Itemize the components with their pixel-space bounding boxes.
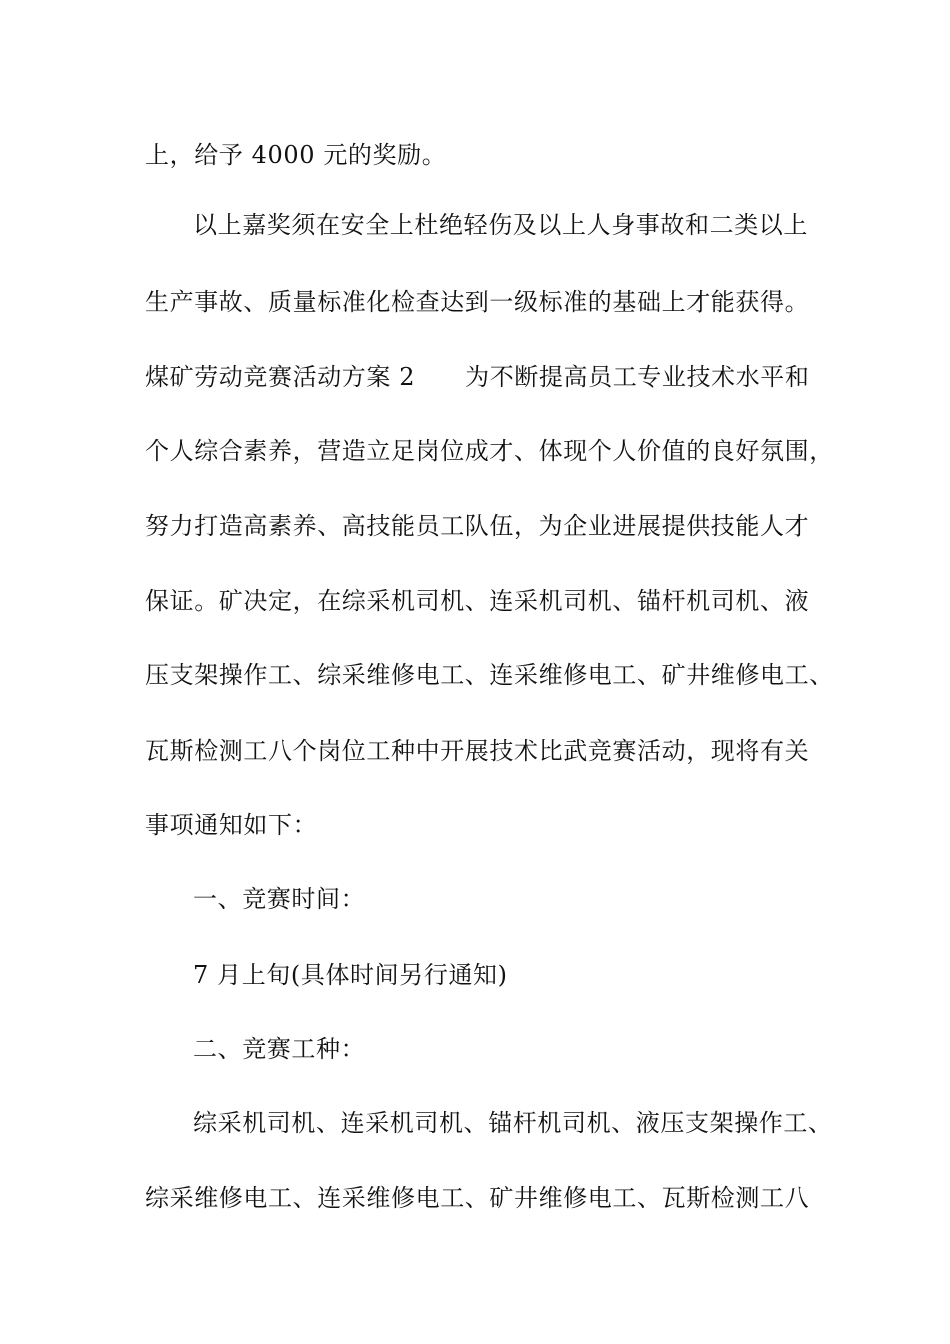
text-line: 生产事故、质量标准化检查达到一级标准的基础上才能获得。 <box>145 288 810 316</box>
document-heading: 煤矿劳动竞赛活动方案 2 <box>145 363 416 391</box>
text-line: 个人综合素养，营造立足岗位成才、体现个人价值的良好氛围， <box>145 437 834 465</box>
text-line: 综采维修电工、连采维修电工、矿井维修电工、瓦斯检测工八 <box>145 1184 810 1212</box>
text-line: 保证。矿决定，在综采机司机、连采机司机、锚杆机司机、液 <box>145 587 810 615</box>
text-line: 7 月上旬(具体时间另行通知) <box>193 961 508 989</box>
text-line: 综采机司机、连采机司机、锚杆机司机、液压支架操作工、 <box>193 1109 833 1137</box>
section-title: 一、竞赛时间： <box>193 885 366 913</box>
section-heading-line <box>145 362 810 392</box>
text-line: 瓦斯检测工八个岗位工种中开展技术比武竞赛活动，现将有关 <box>145 737 810 765</box>
text-line: 压支架操作工、综采维修电工、连采维修电工、矿井维修电工、 <box>145 661 834 689</box>
text-line: 事项通知如下： <box>145 811 318 839</box>
text-fragment: 为不断提高员工专业技术水平和 <box>465 363 810 391</box>
text-line: 上，给予 4000 元的奖励。 <box>145 141 447 169</box>
text-line: 以上嘉奖须在安全上杜绝轻伤及以上人身事故和二类以上 <box>193 211 808 239</box>
text-line: 努力打造高素养、高技能员工队伍，为企业进展提供技能人才 <box>145 512 810 540</box>
section-title: 二、竞赛工种： <box>193 1035 366 1063</box>
